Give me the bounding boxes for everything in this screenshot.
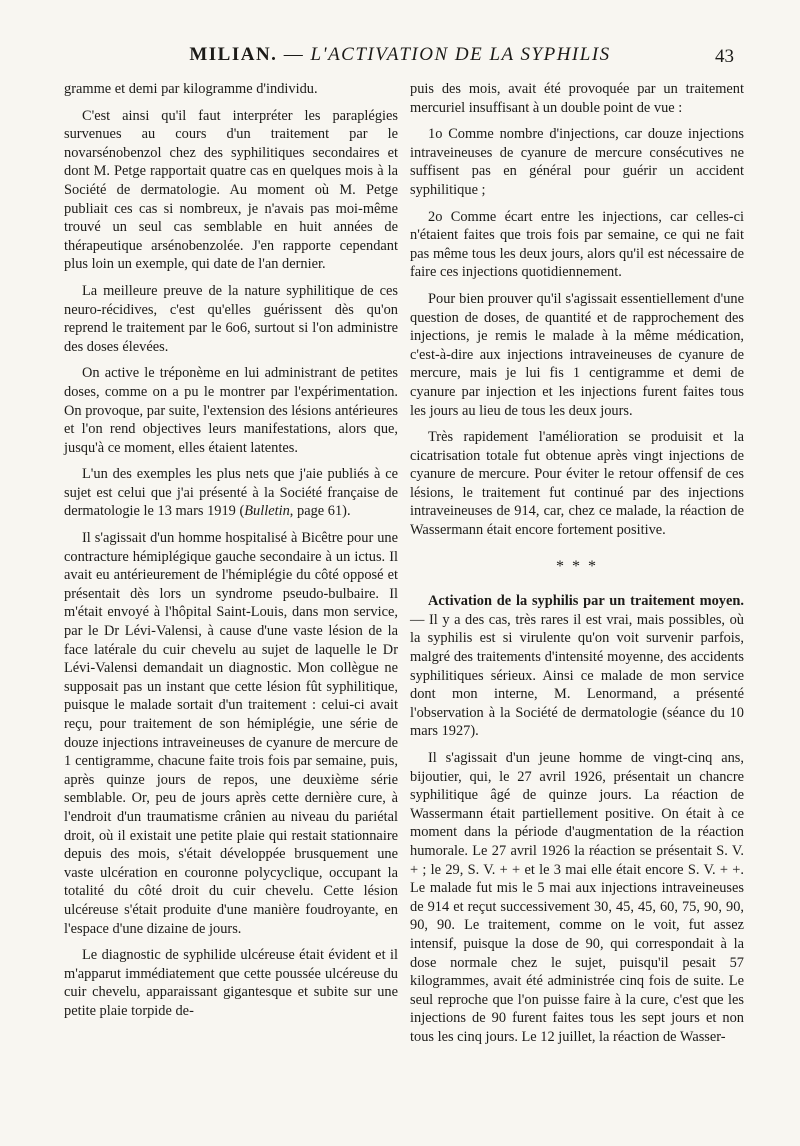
running-head-title: L'ACTIVATION DE LA SYPHILIS	[310, 44, 611, 65]
left-column	[64, 80, 398, 1029]
page-number: 43	[715, 46, 734, 67]
paragraph: Il s'agissait d'un jeune homme de vingt-cinq ans, bijoutier, qui, le 27 avril 1926, présentait un chancre syphilitique âgé de quinze jours. La réaction de Wassermann était partiellement positive. On était à ce moment dans la période d'augmentation de la réaction humorale. Le 27 avril 1926 la réaction se présentait S. V. + ; le 29, S. V. + + et le 3 mai elle était encore S. V. + +. Le malade fut mis le 5 mai aux injections intraveineuses de 914 et reçut successivement 30, 45, 45, 60, 75, 90, 90, 90, 90. Le traitement, comme on le voit, fut assez intensif, puisque la dose de 90, qui correspondait à la dose normale chez le sujet, puisqu'il pesait 57 kilogrammes, avait été administrée cinq fois de suite. Le seul reproche que l'on puisse faire à la cure, c'est que les injections de 90 furent faites tous les sept jours et non tous les cinq jours. Le 12 juillet, la réaction de Wasser-	[410, 750, 744, 1045]
paragraph: Il s'agissait d'un homme hospitalisé à Bicêtre pour une contracture hémiplégique gauche secondaire à un ictus. Il avait eu antérieurement de l'hémiplégie du côté opposé et présentait dès lors un syndrome pseudo-bulbaire. Il m'était envoyé à l'hôpital Saint-Louis, dans mon service, par le Dr Lévi-Valensi, à cause d'une vaste lésion de la face latérale du cuir chevelu au sujet de laquelle le Dr Lévi-Valensi demandait un diagnostic. Mon collègue ne supposait pas un instant que cette lésion fût syphilitique, puisque le malade sortait d'un traitement : celui-ci avait reçu, pour traitement de son hémiplégie, une série de douze injections intraveineuses de cyanure de mercure de 1 centigramme, chacune faite trois fois par semaine, puis, après quinze jours de repos, une deuxième série semblable. Or, peu de jours après cette dernière cure, à l'endroit d'un traumatisme crânien au niveau du pariétal droit, où il existait une petite plaie qui restait stationnaire depuis des mois, s'était développée brusquement une vaste ulcération en couronne polycyclique, occupant la totalité du côté droit du cuir chevelu. Cette lésion ulcéreuse s'était produite d'une manière foudroyante, en l'espace d'une dizaine de jours.	[64, 530, 398, 937]
paragraph: gramme et demi par kilogramme d'individu.	[64, 81, 318, 97]
section-ornament: * * *	[556, 557, 598, 575]
paragraph: Le diagnostic de syphilide ulcéreuse était évident et il m'apparut immédiatement que cette poussée ulcéreuse du cuir chevelu, apparaissant gigantesque et subite sur une petite plaie torpide de-	[64, 947, 398, 1019]
page-header	[0, 40, 800, 70]
running-head	[140, 44, 660, 66]
running-head-author: MILIAN.	[189, 44, 278, 65]
right-column	[410, 80, 744, 1055]
paragraph: On active le tréponème en lui administrant de petites doses, comme on a pu le montrer par l'expérimentation. On provoque, par suite, l'extension des lésions antérieures et l'on rend objectives leurs manifestations, alors que, jusqu'à ce moment, elles étaient latentes.	[64, 365, 398, 456]
paragraph: Très rapidement l'amélioration se produisit et la cicatrisation totale fut obtenue après vingt injections de cyanure de mercure. Pour éviter le retour offensif de ces lésions, le traitement fut continué par des injections intraveineuses de 914, car, chez ce malade, la réaction de Wassermann était encore fortement positive.	[410, 429, 744, 539]
paragraph: La meilleure preuve de la nature syphilitique de ces neuro-récidives, c'est qu'elles guérissent dès qu'on reprend le traitement par le 6o6, surtout si l'on administre des doses élevées.	[64, 282, 398, 355]
paragraph: 1o Comme nombre d'injections, car douze injections intraveineuses de cyanure de mercure consécutives ne suffisent pas en général pour guérir un accident syphilitique ;	[410, 126, 744, 198]
journal-title: Bulletin	[244, 503, 290, 520]
paragraph: C'est ainsi qu'il faut interpréter les paraplégies survenues au cours d'un traitement par le novarsénobenzol chez des syphilitiques secondaires et dont M. Petge rapportait quatre cas en quelques mois à la Société de dermatologie. Au moment où M. Petge publiait ces cas si nombreux, je n'avais pas moi-même trouvé un seul cas semblable en huit années de thérapeutique arsénobenzolée. J'en rapporte cependant plus loin un exemple, qui date de l'an dernier.	[64, 107, 398, 273]
paragraph	[64, 465, 398, 521]
paragraph	[410, 592, 744, 741]
paragraph: puis des mois, avait été provoquée par un traitement mercuriel insuffisant à un double point de vue :	[410, 81, 744, 116]
text-run: — Il y a des cas, très rares il est vrai, mais possibles, où la syphilis est si virulente qu'on voit survenir parfois, malgré des traitements d'intensité moyenne, des accidents syphilitiques sérieux. Ainsi ce malade de mon service dont mon interne, M. Lenormand, a présenté l'observation à la Société de dermatologie (séance du 10 mars 1927).	[410, 611, 744, 740]
section-title: Activation de la syphilis par un traitement moyen.	[428, 593, 744, 610]
text-run: , page 61).	[289, 503, 351, 520]
paragraph: 2o Comme écart entre les injections, car celles-ci n'étaient faites que trois fois par semaine, ce qui ne fait pas même tous les deux jours, alors qu'il est nécessaire de faire ces injections quotidiennement.	[410, 208, 744, 281]
paragraph: Pour bien prouver qu'il s'agissait essentiellement d'une question de doses, de quantité et de rapprochement des injections, je remis le malade à la même médication, c'est-à-dire aux injections intraveineuses de cyanure de mercure, mais je lui fis 1 centigramme et demi de cyanure par injection et les injections furent faites tous les jours au lieu de tous les deux jours.	[410, 290, 744, 419]
text-run: L'un des exemples les plus nets que j'aie publiés à ce sujet est celui que j'ai présenté à la Société française de dermatologie le 13 mars 1919 (	[64, 466, 398, 520]
running-head-separator: —	[277, 44, 311, 65]
